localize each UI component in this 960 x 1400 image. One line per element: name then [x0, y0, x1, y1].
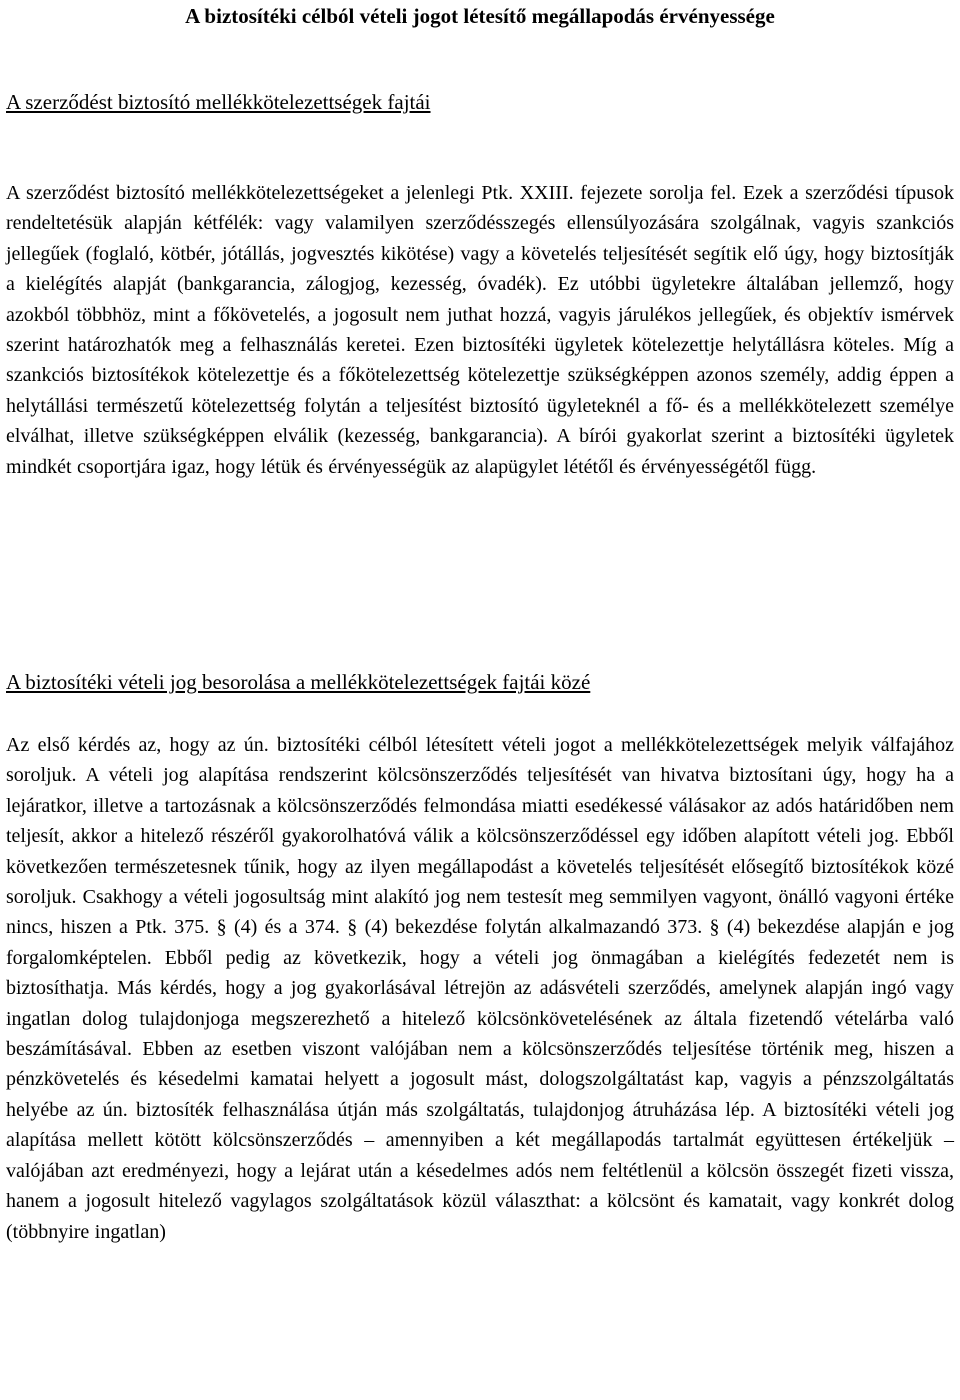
section-heading-option-classification: A biztosítéki vételi jog besorolása a mellékkötelezettségek fajtái közé — [6, 670, 591, 694]
section-heading-supplementary-obligations: A szerződést biztosító mellékkötelezettségek fajtái — [6, 90, 431, 114]
section-paragraph-option-classification: Az első kérdés az, hogy az ún. biztosítéki célból létesített vételi jogot a mellékkötelezettségek melyik válfajához soroljuk. A vételi jog alapítása rendszerint kölcsönszerződés teljesítését van hivatva biztosítani úgy, hogy ha a lejáratkor, illetve a tartozásnak a kölcsönszerződés felmondása miatti esedékessé válásakor az adós határidőben nem teljesít, akkor a hitelező részéről gyakorolhatóvá válik a kölcsönszerződéssel egy időben alapított vételi jog. Ebből következően természetesnek tűnik, hogy az ilyen megállapodást a követelés teljesítését elősegítő biztosítékok közé soroljuk. Csakhogy a vételi jogosultság mint alakító jog nem testesít meg semmilyen vagyont, önálló vagyoni értéke nincs, hiszen a Ptk. 375. § (4) és a 374. § (4) bekezdése folytán alkalmazandó 373. § (4) bekezdése alapján e jog forgalomképtelen. Ebből pedig az következik, hogy a vételi jog önmagában a kielégítés fedezetét nem is biztosíthatja. Más kérdés, hogy a jog gyakorlásával létrejön az adásvételi szerződés, amelynek alapján ingó vagy ingatlan dolog tulajdonjoga megszerezhető a hitelező kölcsönkövetelésének az általa fizetendő vételárba való beszámításával. Ebben az esetben viszont valójában nem a kölcsönszerződés teljesítése történik meg, hiszen a pénzkövetelés és késedelmi kamatai helyett a jogosult mást, dologszolgáltatást kap, vagyis a pénzszolgáltatás helyébe az ún. biztosíték felhasználása útján más szolgáltatás, tulajdonjog átruházása lép. A biztosítéki vételi jog alapítása mellett kötött kölcsönszerződés – amennyiben a két megállapodás tartalmát együttesen értékeljük – valójában azt eredményezi, hogy a lejárat után a késedelmes adós nem feltétlenül a kölcsön összegét fizeti vissza, hanem a jogosult hitelező vagylagos szolgáltatások közül választhat: a kölcsönt és kamatait, vagy konkrét dolog (többnyire ingatlan) — [6, 734, 954, 1243]
document-title: A biztosítéki célból vételi jogot létesítő megállapodás érvényessége — [185, 4, 775, 28]
section-paragraph-supplementary-obligations: A szerződést biztosító mellékkötelezettségeket a jelenlegi Ptk. XXIII. fejezete sorolja fel. Ezek a szerződési típusok rendeltetésük alapján kétfélék: vagy valamilyen szerződésszegés ellensúlyozására szolgálnak, vagyis szankciós jellegűek (foglaló, kötbér, jótállás, jogvesztés kikötése) vagy a követelés teljesítését segítik elő úgy, hogy biztosítják a kielégítés alapját (bankgarancia, zálogjog, kezesség, óvadék). Ez utóbbi ügyletekre általában jellemző, hogy azokból többhöz, mint a főkövetelés, a jogosult nem juthat hozzá, vagyis járulékos jellegűek, és objektív ismérvek szerint határozhatók meg a felhasználás keretei. Ezen biztosítéki ügyletek kötelezettje helytállásra köteles. Míg a szankciós biztosítékok kötelezettje és a főkötelezettség kötelezettje szükségképpen azonos személy, addig éppen a helytállási természetű kötelezettség folytán a teljesítést biztosító ügyleteknél a fő- és a mellékkötelezett személye elválhat, illetve szükségképpen elválik (kezesség, bankgarancia). A bírói gyakorlat szerint a biztosítéki ügyletek mindkét csoportjára igaz, hogy létük és érvényességük az alapügylet lététől és érvényességétől függ. — [6, 182, 954, 478]
